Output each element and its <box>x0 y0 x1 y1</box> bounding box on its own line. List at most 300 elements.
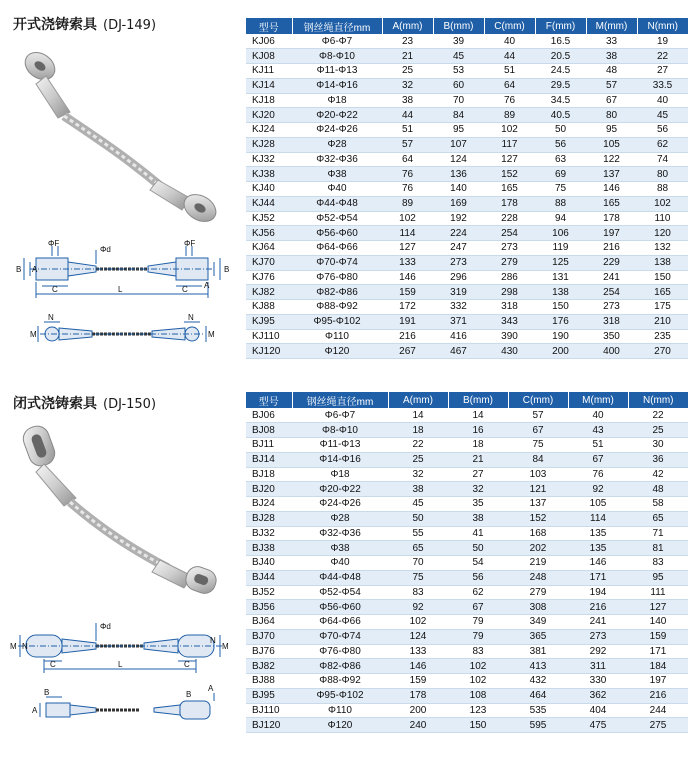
closed-table-cell: BJ76 <box>246 644 292 659</box>
open-table-cell: 69 <box>535 167 586 182</box>
closed-table-cell: Φ28 <box>292 511 388 526</box>
open-table-cell: 51 <box>484 64 535 79</box>
open-label-b-right: B <box>224 265 230 274</box>
closed-table-cell: 16 <box>448 423 508 438</box>
open-header-cell: A(mm) <box>382 18 433 34</box>
open-section-title <box>13 14 156 34</box>
closed-table-cell: BJ88 <box>246 674 292 689</box>
open-table-cell: 110 <box>637 211 688 226</box>
open-table-cell: KJ40 <box>246 182 292 197</box>
closed-table-cell: 67 <box>448 600 508 615</box>
closed-header-cell: M(mm) <box>568 392 628 408</box>
closed-table-cell: 105 <box>568 497 628 512</box>
closed-table-row <box>246 526 688 541</box>
open-table-row <box>246 344 688 359</box>
open-table-cell: 88 <box>535 196 586 211</box>
closed-table-cell: Φ76-Φ80 <box>292 644 388 659</box>
closed-table-header-row <box>246 392 688 408</box>
closed-table-cell: 30 <box>628 438 688 453</box>
closed-table-cell: BJ14 <box>246 452 292 467</box>
open-table-cell: 176 <box>535 314 586 329</box>
closed-table-cell: 81 <box>628 541 688 556</box>
closed-table-cell: Φ20-Φ22 <box>292 482 388 497</box>
closed-table-cell: 202 <box>508 541 568 556</box>
closed-table-cell: 36 <box>628 452 688 467</box>
open-table-cell: Φ64-Φ66 <box>292 241 382 256</box>
open-table-row <box>246 34 688 49</box>
open-spec-table <box>246 18 688 359</box>
open-table-cell: Φ56-Φ60 <box>292 226 382 241</box>
open-table-row <box>246 329 688 344</box>
open-table-cell: 24.5 <box>535 64 586 79</box>
closed-table-cell: 159 <box>628 629 688 644</box>
closed-table-cell: 216 <box>628 688 688 703</box>
closed-table-cell: Φ110 <box>292 703 388 718</box>
open-table-cell: Φ38 <box>292 167 382 182</box>
open-table-cell: 64 <box>484 78 535 93</box>
closed-table-cell: 51 <box>568 438 628 453</box>
open-table-cell: 122 <box>586 152 637 167</box>
closed-table-cell: 83 <box>448 644 508 659</box>
open-table-cell: 89 <box>484 108 535 123</box>
open-table-cell: 23 <box>382 34 433 49</box>
closed-table-row <box>246 511 688 526</box>
closed-table-cell: Φ95-Φ102 <box>292 688 388 703</box>
open-table-cell: 127 <box>382 241 433 256</box>
closed-label-c-right: C <box>184 660 190 669</box>
open-table-cell: 178 <box>484 196 535 211</box>
closed-table-cell: 123 <box>448 703 508 718</box>
closed-table-cell: 79 <box>448 615 508 630</box>
open-table-cell: 51 <box>382 123 433 138</box>
open-table-row <box>246 64 688 79</box>
open-table-cell: 89 <box>382 196 433 211</box>
open-table-cell: 332 <box>433 300 484 315</box>
closed-table-cell: 137 <box>508 497 568 512</box>
open-table-cell: 430 <box>484 344 535 359</box>
closed-table-cell: 146 <box>388 659 448 674</box>
open-table-cell: 159 <box>382 285 433 300</box>
open-title-text: 开式浇铸索具 <box>13 17 97 33</box>
open-table-cell: 53 <box>433 64 484 79</box>
open-table-cell: KJ82 <box>246 285 292 300</box>
open-table-cell: 80 <box>637 167 688 182</box>
closed-table-row <box>246 718 688 733</box>
closed-table-cell: 50 <box>448 541 508 556</box>
closed-table-cell: 92 <box>568 482 628 497</box>
open-table-cell: 44 <box>382 108 433 123</box>
open-table-cell: 416 <box>433 329 484 344</box>
open-table-cell: 29.5 <box>535 78 586 93</box>
open-table-cell: 94 <box>535 211 586 226</box>
open-table-cell: 140 <box>433 182 484 197</box>
closed-table-cell: 56 <box>448 570 508 585</box>
closed-socket-photo <box>0 418 240 603</box>
closed-table-row <box>246 438 688 453</box>
open-table-cell: 165 <box>586 196 637 211</box>
closed-table-cell: 349 <box>508 615 568 630</box>
open-table-cell: 200 <box>535 344 586 359</box>
closed-table-cell: 65 <box>388 541 448 556</box>
open-table-cell: 467 <box>433 344 484 359</box>
open-table-cell: 84 <box>433 108 484 123</box>
closed-table-cell: 124 <box>388 629 448 644</box>
closed-label-b: B <box>44 688 50 697</box>
open-table-row <box>246 123 688 138</box>
closed-table-cell: 21 <box>448 452 508 467</box>
closed-table-cell: 67 <box>508 423 568 438</box>
open-table-cell: 191 <box>382 314 433 329</box>
open-table-cell: Φ70-Φ74 <box>292 255 382 270</box>
closed-table-cell: 275 <box>628 718 688 733</box>
closed-table-cell: 58 <box>628 497 688 512</box>
open-table-row <box>246 49 688 64</box>
open-table-cell: KJ32 <box>246 152 292 167</box>
open-table-cell: 102 <box>637 196 688 211</box>
open-table-cell: Φ8-Φ10 <box>292 49 382 64</box>
open-table-cell: 235 <box>637 329 688 344</box>
closed-table-cell: BJ40 <box>246 556 292 571</box>
closed-table-body <box>246 408 688 733</box>
open-table-cell: 57 <box>586 78 637 93</box>
closed-table-cell: 219 <box>508 556 568 571</box>
open-table-cell: Φ88-Φ92 <box>292 300 382 315</box>
closed-table-cell: 464 <box>508 688 568 703</box>
open-label-n: N <box>48 313 54 322</box>
open-label-m: M <box>30 330 37 339</box>
open-table-cell: 48 <box>586 64 637 79</box>
closed-table-cell: BJ64 <box>246 615 292 630</box>
open-table-row <box>246 314 688 329</box>
open-table-cell: 75 <box>535 182 586 197</box>
closed-table-cell: 362 <box>568 688 628 703</box>
closed-table-cell: 95 <box>628 570 688 585</box>
closed-table-cell: 32 <box>448 482 508 497</box>
closed-table-cell: 244 <box>628 703 688 718</box>
open-table-cell: 38 <box>586 49 637 64</box>
open-header-cell: C(mm) <box>484 18 535 34</box>
closed-table-cell: BJ08 <box>246 423 292 438</box>
open-table-cell: 190 <box>535 329 586 344</box>
closed-table-row <box>246 703 688 718</box>
closed-table-cell: 108 <box>448 688 508 703</box>
open-table-cell: KJ64 <box>246 241 292 256</box>
open-table-row <box>246 78 688 93</box>
open-table-cell: 127 <box>484 152 535 167</box>
open-table-cell: Φ18 <box>292 93 382 108</box>
open-table-cell: KJ76 <box>246 270 292 285</box>
open-table-cell: Φ44-Φ48 <box>292 196 382 211</box>
open-label-a-right: A <box>204 281 210 290</box>
open-table-cell: 22 <box>637 49 688 64</box>
open-table-cell: 114 <box>382 226 433 241</box>
open-table-cell: KJ18 <box>246 93 292 108</box>
closed-table-row <box>246 408 688 423</box>
open-table-cell: 20.5 <box>535 49 586 64</box>
open-header-cell: B(mm) <box>433 18 484 34</box>
closed-table-row <box>246 423 688 438</box>
open-table-cell: 270 <box>637 344 688 359</box>
open-table-cell: 57 <box>382 137 433 152</box>
open-table-cell: KJ28 <box>246 137 292 152</box>
closed-table-cell: Φ18 <box>292 467 388 482</box>
closed-table-cell: 152 <box>508 511 568 526</box>
closed-header-cell: A(mm) <box>388 392 448 408</box>
open-table-cell: KJ08 <box>246 49 292 64</box>
open-table-cell: 229 <box>586 255 637 270</box>
open-table-cell: 27 <box>637 64 688 79</box>
open-table-cell: 390 <box>484 329 535 344</box>
open-table-cell: 172 <box>382 300 433 315</box>
closed-label-l: L <box>118 660 123 669</box>
open-table-cell: Φ32-Φ36 <box>292 152 382 167</box>
closed-table-cell: 42 <box>628 467 688 482</box>
closed-table-row <box>246 659 688 674</box>
open-table-cell: 19 <box>637 34 688 49</box>
open-table-cell: 102 <box>382 211 433 226</box>
closed-table-cell: Φ32-Φ36 <box>292 526 388 541</box>
open-label-phi-f: ΦF <box>48 239 60 248</box>
closed-table-cell: Φ82-Φ86 <box>292 659 388 674</box>
closed-socket-drawing <box>0 615 240 730</box>
closed-table-cell: 54 <box>448 556 508 571</box>
closed-table-row <box>246 467 688 482</box>
open-table-cell: 44 <box>484 49 535 64</box>
open-table-cell: 80 <box>586 108 637 123</box>
open-table-cell: 169 <box>433 196 484 211</box>
open-table-row <box>246 93 688 108</box>
open-table-cell: 105 <box>586 137 637 152</box>
closed-table-cell: 67 <box>568 452 628 467</box>
closed-table-cell: BJ32 <box>246 526 292 541</box>
open-table-cell: Φ82-Φ86 <box>292 285 382 300</box>
open-table-cell: 247 <box>433 241 484 256</box>
open-table-row <box>246 167 688 182</box>
open-label-l: L <box>118 285 123 294</box>
closed-table-row <box>246 644 688 659</box>
open-table-row <box>246 108 688 123</box>
open-table-cell: 165 <box>637 285 688 300</box>
open-table-cell: 106 <box>535 226 586 241</box>
closed-table-cell: Φ24-Φ26 <box>292 497 388 512</box>
open-table-cell: 132 <box>637 241 688 256</box>
open-table-row <box>246 182 688 197</box>
open-table-cell: 56 <box>637 123 688 138</box>
open-table-cell: 102 <box>484 123 535 138</box>
open-table-cell: 286 <box>484 270 535 285</box>
open-table-cell: 39 <box>433 34 484 49</box>
open-table-cell: 32 <box>382 78 433 93</box>
open-table-cell: 33.5 <box>637 78 688 93</box>
closed-table-cell: 22 <box>388 438 448 453</box>
open-table-cell: 70 <box>433 93 484 108</box>
closed-table-cell: Φ44-Φ48 <box>292 570 388 585</box>
open-table-cell: KJ14 <box>246 78 292 93</box>
closed-table-cell: 535 <box>508 703 568 718</box>
closed-table-cell: 240 <box>388 718 448 733</box>
closed-table-row <box>246 452 688 467</box>
open-table-cell: Φ120 <box>292 344 382 359</box>
closed-table-cell: BJ06 <box>246 408 292 423</box>
closed-table-cell: 111 <box>628 585 688 600</box>
open-table-cell: 76 <box>484 93 535 108</box>
open-table-cell: 40 <box>484 34 535 49</box>
open-table-cell: 62 <box>637 137 688 152</box>
closed-table-cell: 114 <box>568 511 628 526</box>
closed-table-cell: Φ88-Φ92 <box>292 674 388 689</box>
closed-table-cell: 84 <box>508 452 568 467</box>
closed-table-cell: Φ14-Φ16 <box>292 452 388 467</box>
closed-table-cell: 41 <box>448 526 508 541</box>
closed-table-cell: Φ70-Φ74 <box>292 629 388 644</box>
closed-table-cell: 146 <box>568 556 628 571</box>
closed-table-cell: 75 <box>388 570 448 585</box>
closed-table-cell: 121 <box>508 482 568 497</box>
open-label-phi-d: Φd <box>100 245 111 254</box>
closed-table-cell: 83 <box>628 556 688 571</box>
closed-table-cell: 55 <box>388 526 448 541</box>
closed-table-cell: 150 <box>448 718 508 733</box>
closed-table-cell: Φ64-Φ66 <box>292 615 388 630</box>
closed-table-cell: 79 <box>448 629 508 644</box>
open-table-cell: 60 <box>433 78 484 93</box>
closed-table-cell: 27 <box>448 467 508 482</box>
closed-table-cell: 38 <box>448 511 508 526</box>
closed-table-cell: 279 <box>508 585 568 600</box>
open-table-cell: Φ110 <box>292 329 382 344</box>
closed-table-cell: 135 <box>568 526 628 541</box>
open-label-c-right: C <box>182 285 188 294</box>
open-table-row <box>246 255 688 270</box>
open-table-cell: 67 <box>586 93 637 108</box>
closed-label-n: N <box>22 642 28 651</box>
open-table-cell: 178 <box>586 211 637 226</box>
closed-table-cell: 200 <box>388 703 448 718</box>
open-table-cell: 95 <box>433 123 484 138</box>
open-table-cell: 63 <box>535 152 586 167</box>
closed-table-cell: BJ82 <box>246 659 292 674</box>
open-table-cell: KJ88 <box>246 300 292 315</box>
closed-table-cell: Φ38 <box>292 541 388 556</box>
closed-table-row <box>246 674 688 689</box>
closed-table-cell: 70 <box>388 556 448 571</box>
closed-table-cell: 65 <box>628 511 688 526</box>
open-table-cell: 33 <box>586 34 637 49</box>
closed-table-cell: 103 <box>508 467 568 482</box>
open-table-cell: 40 <box>637 93 688 108</box>
open-table-cell: KJ44 <box>246 196 292 211</box>
open-table-cell: 267 <box>382 344 433 359</box>
open-table-cell: 350 <box>586 329 637 344</box>
open-table-cell: 371 <box>433 314 484 329</box>
open-table-row <box>246 152 688 167</box>
closed-table-cell: Φ8-Φ10 <box>292 423 388 438</box>
open-table-cell: 273 <box>586 300 637 315</box>
closed-table-row <box>246 482 688 497</box>
open-table-row <box>246 285 688 300</box>
closed-table-row <box>246 497 688 512</box>
open-table-cell: KJ38 <box>246 167 292 182</box>
open-table-cell: KJ52 <box>246 211 292 226</box>
open-table-cell: 197 <box>586 226 637 241</box>
closed-table-cell: Φ52-Φ54 <box>292 585 388 600</box>
closed-table-cell: 248 <box>508 570 568 585</box>
open-table-cell: 343 <box>484 314 535 329</box>
closed-code-text: (DJ-150) <box>103 397 157 412</box>
open-table-cell: 136 <box>433 167 484 182</box>
closed-table-cell: Φ11-Φ13 <box>292 438 388 453</box>
open-table-row <box>246 196 688 211</box>
closed-table-cell: 197 <box>628 674 688 689</box>
closed-table-cell: 171 <box>628 644 688 659</box>
open-table-cell: 296 <box>433 270 484 285</box>
closed-table-cell: 159 <box>388 674 448 689</box>
open-table-cell: 298 <box>484 285 535 300</box>
closed-table-cell: 102 <box>388 615 448 630</box>
closed-table-cell: 14 <box>388 408 448 423</box>
open-table-cell: 146 <box>382 270 433 285</box>
open-table-cell: KJ110 <box>246 329 292 344</box>
open-table-cell: 318 <box>586 314 637 329</box>
open-table-cell: 318 <box>484 300 535 315</box>
open-header-cell: M(mm) <box>586 18 637 34</box>
open-table-cell: 38 <box>382 93 433 108</box>
closed-table-cell: 25 <box>388 452 448 467</box>
closed-table-cell: 216 <box>568 600 628 615</box>
open-table-cell: 131 <box>535 270 586 285</box>
open-table-cell: Φ52-Φ54 <box>292 211 382 226</box>
closed-table-cell: 25 <box>628 423 688 438</box>
closed-table-cell: 62 <box>448 585 508 600</box>
open-table-cell: 64 <box>382 152 433 167</box>
open-table-cell: 45 <box>433 49 484 64</box>
closed-table-cell: Φ120 <box>292 718 388 733</box>
closed-label-n-right: N <box>210 636 216 645</box>
open-table-cell: KJ56 <box>246 226 292 241</box>
open-table-cell: Φ14-Φ16 <box>292 78 382 93</box>
closed-table-cell: BJ44 <box>246 570 292 585</box>
open-table-cell: Φ28 <box>292 137 382 152</box>
closed-table-cell: 76 <box>568 467 628 482</box>
closed-table-cell: 102 <box>448 674 508 689</box>
open-table-cell: 45 <box>637 108 688 123</box>
open-table-cell: KJ24 <box>246 123 292 138</box>
open-table-cell: Φ40 <box>292 182 382 197</box>
closed-table-cell: 241 <box>568 615 628 630</box>
open-label-n-right: N <box>188 313 194 322</box>
closed-table-cell: 18 <box>388 423 448 438</box>
closed-table-cell: 273 <box>568 629 628 644</box>
open-table-cell: 150 <box>637 270 688 285</box>
closed-table-cell: 48 <box>628 482 688 497</box>
open-table-cell: 16.5 <box>535 34 586 49</box>
open-table-cell: KJ70 <box>246 255 292 270</box>
closed-label-m-right: M <box>222 642 229 651</box>
closed-table-cell: 432 <box>508 674 568 689</box>
open-table-cell: 400 <box>586 344 637 359</box>
closed-table-cell: BJ38 <box>246 541 292 556</box>
closed-table-row <box>246 556 688 571</box>
open-table-cell: 273 <box>484 241 535 256</box>
open-socket-photo <box>0 40 240 230</box>
closed-spec-table <box>246 392 688 733</box>
open-table-cell: 40.5 <box>535 108 586 123</box>
open-table-cell: 254 <box>484 226 535 241</box>
open-label-c: C <box>52 285 58 294</box>
closed-table-cell: 381 <box>508 644 568 659</box>
open-table-cell: 74 <box>637 152 688 167</box>
open-table-body <box>246 34 688 359</box>
